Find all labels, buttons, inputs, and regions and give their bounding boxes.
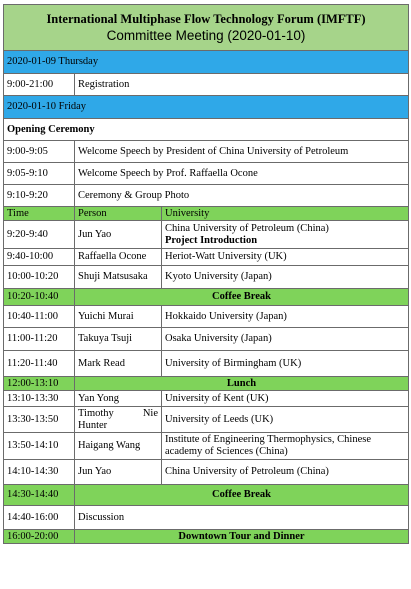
table-row [4,163,409,185]
table-row [4,433,409,460]
table-row [4,185,409,207]
table-row [4,221,409,249]
activity-cell: Discussion [75,506,409,530]
registration-row [4,74,409,96]
discussion-row [4,506,409,530]
person-cell [75,407,162,433]
tour-row [4,530,409,544]
time-cell: 9:00-21:00 [4,74,75,96]
opening-ceremony-label: Opening Ceremony [4,119,409,141]
time-cell: 16:00-20:00 [4,530,75,544]
time-cell: 14:30-14:40 [4,485,75,506]
university-cell: China University of Petroleum (China) [162,460,409,485]
university-cell: Institute of Engineering Thermophysics, Chinese academy of Sciences (China) [162,433,409,460]
table-row [4,328,409,351]
person-last: Nie [142,407,158,419]
time-cell: 13:10-13:30 [4,391,75,407]
time-cell: 10:00-10:20 [4,266,75,289]
university-cell: University of Kent (UK) [162,391,409,407]
activity-cell: Registration [75,74,409,96]
person-cell: Yuichi Murai [75,306,162,328]
person-cell: Haigang Wang [75,433,162,460]
person-cell: Takuya Tsuji [75,328,162,351]
table-row [4,460,409,485]
person-cell: Shuji Matsusaka [75,266,162,289]
break-label: Coffee Break [75,289,409,306]
university-cell [162,221,409,249]
break-label: Coffee Break [75,485,409,506]
person-cell: Yan Yong [75,391,162,407]
day1-header-row [4,51,409,74]
time-cell: 14:40-16:00 [4,506,75,530]
time-cell: 10:40-11:00 [4,306,75,328]
table-row [4,407,409,433]
coffee-break-row [4,485,409,506]
day2-header: 2020-01-10 Friday [4,96,409,119]
person-cell: Raffaella Ocone [75,249,162,266]
university-cell: Hokkaido University (Japan) [162,306,409,328]
person-name-line2: Hunter [78,419,108,431]
coffee-break-row [4,289,409,306]
forum-title: International Multiphase Flow Technology Forum (IMFTF) [46,12,366,26]
table-row [4,351,409,377]
meeting-subtitle: Committee Meeting (2020-01-10) [106,28,306,43]
table-row [4,249,409,266]
table-row [4,391,409,407]
person-cell: Jun Yao [75,221,162,249]
time-cell: 13:50-14:10 [4,433,75,460]
table-row [4,306,409,328]
time-cell: 12:00-13:10 [4,377,75,391]
time-cell: 13:30-13:50 [4,407,75,433]
table-row [4,141,409,163]
university-cell: University of Birmingham (UK) [162,351,409,377]
title-cell [4,5,409,51]
day1-header: 2020-01-09 Thursday [4,51,409,74]
column-header-person: Person [75,207,162,221]
university-cell: Kyoto University (Japan) [162,266,409,289]
person-cell: Mark Read [75,351,162,377]
table-row [4,266,409,289]
time-cell: 9:00-9:05 [4,141,75,163]
time-cell: 9:05-9:10 [4,163,75,185]
day2-header-row [4,96,409,119]
person-first: Timothy [78,407,114,419]
activity-cell: Ceremony & Group Photo [75,185,409,207]
time-cell: 9:10-9:20 [4,185,75,207]
title-row [4,5,409,51]
column-header-row [4,207,409,221]
time-cell: 11:00-11:20 [4,328,75,351]
university-name: China University of Petroleum (China) [165,222,329,234]
opening-ceremony-row [4,119,409,141]
column-header-time: Time [4,207,75,221]
schedule-table [3,4,409,544]
activity-cell: Welcome Speech by Prof. Raffaella Ocone [75,163,409,185]
tour-label: Downtown Tour and Dinner [75,530,409,544]
lunch-row [4,377,409,391]
time-cell: 14:10-14:30 [4,460,75,485]
time-cell: 9:40-10:00 [4,249,75,266]
time-cell: 11:20-11:40 [4,351,75,377]
university-cell: Heriot-Watt University (UK) [162,249,409,266]
university-cell: University of Leeds (UK) [162,407,409,433]
person-cell: Jun Yao [75,460,162,485]
talk-note: Project Introduction [165,234,258,246]
time-cell: 10:20-10:40 [4,289,75,306]
time-cell: 9:20-9:40 [4,221,75,249]
lunch-label: Lunch [75,377,409,391]
university-cell: Osaka University (Japan) [162,328,409,351]
person-name-line1 [78,408,158,420]
column-header-university: University [162,207,409,221]
activity-cell: Welcome Speech by President of China University of Petroleum [75,141,409,163]
